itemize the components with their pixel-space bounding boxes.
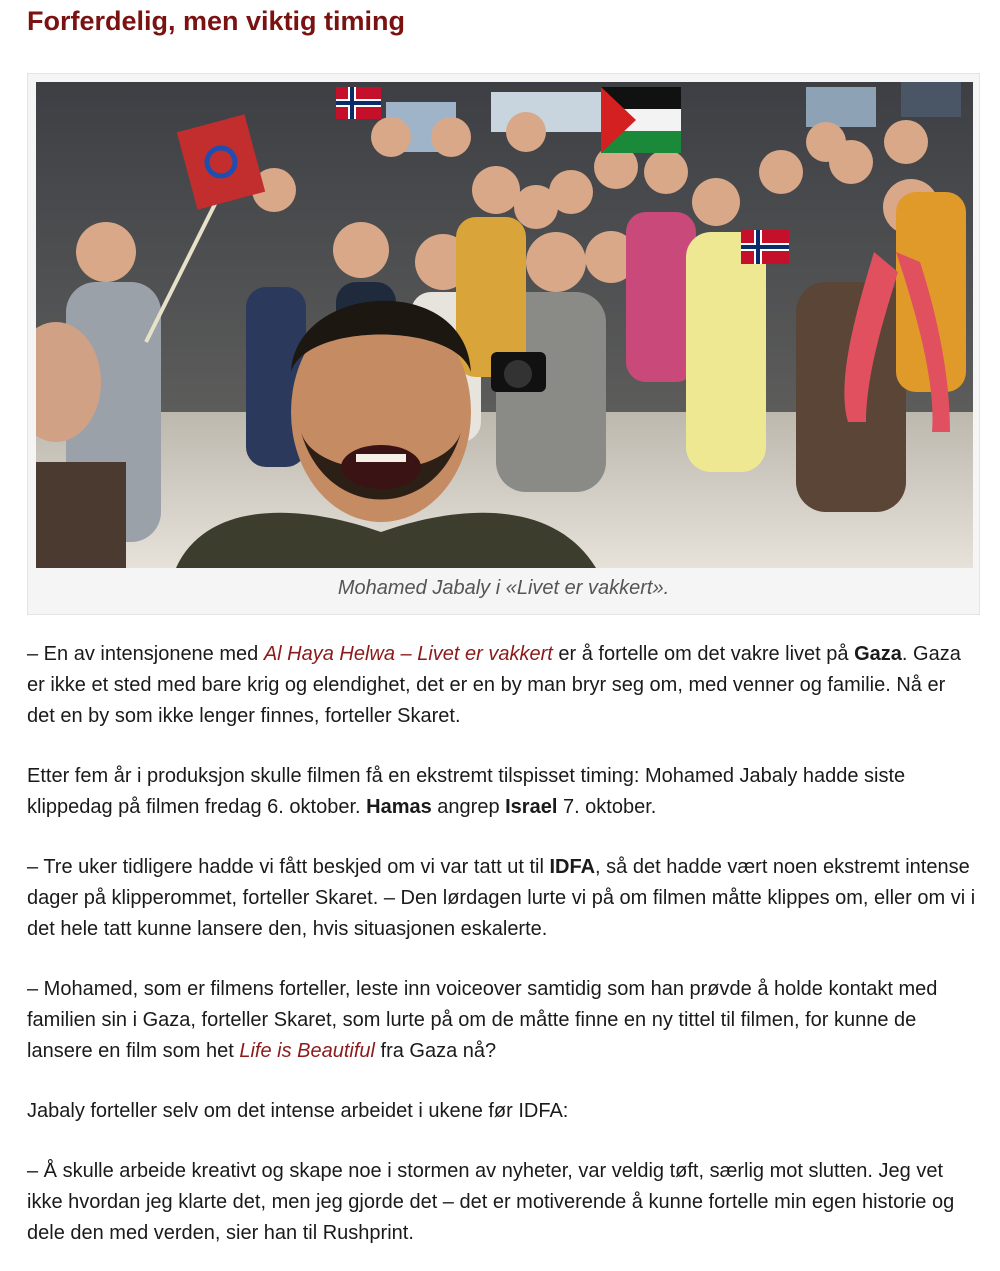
- film-title-link[interactable]: Al Haya Helwa – Livet er vakkert: [263, 643, 553, 665]
- paragraph-text: – Tre uker tidligere hadde vi fått beskjed om vi var tatt ut til: [27, 856, 550, 878]
- paragraph: [27, 1156, 977, 1249]
- paragraph-text: – En av intensjonene med: [27, 643, 264, 665]
- paragraph: [27, 761, 977, 823]
- paragraph: [27, 639, 977, 732]
- paragraph-text: – Mohamed, som er filmens forteller, leste inn voiceover samtidig som han prøvde å holde kontakt med familien sin i Gaza, forteller Skaret, som lurte på om de måtte finne en ny tittel til filmen, for kunne de lansere en film som het: [27, 978, 938, 1062]
- paragraph-text: , så det hadde vært noen ekstremt intense dager på klipperommet, forteller Skaret. – Den lørdagen lurte vi på om filmen måtte klippes om, eller om vi i det hele tatt kunne lansere den, hvis situasjonen eskalerte.: [27, 856, 976, 940]
- article-body: [27, 639, 977, 1249]
- paragraph: [27, 1096, 977, 1127]
- figure-caption: Mohamed Jabaly i «Livet er vakkert».: [337, 577, 670, 599]
- paragraph-text: . Gaza er ikke et sted med bare krig og elendighet, det er en by man bryr seg om, med venner og familie. Nå er det en by som ikke lenger finnes, forteller Skaret.: [27, 643, 961, 727]
- paragraph-text: Etter fem år i produksjon skulle filmen få en ekstremt tilspisset timing: Mohamed Jabaly hadde siste klippedag på filmen fredag 6. oktober.: [27, 765, 906, 818]
- paragraph-text: Jabaly forteller selv om det intense arbeidet i ukene før IDFA:: [27, 1100, 569, 1122]
- bold-keyword: Israel: [505, 796, 558, 818]
- bold-keyword: Gaza: [854, 643, 902, 665]
- paragraph-text: fra Gaza nå?: [374, 1040, 497, 1062]
- article-figure: [27, 73, 980, 615]
- paragraph: [27, 974, 977, 1067]
- film-title-link[interactable]: Life is Beautiful: [239, 1040, 375, 1062]
- paragraph-text: 7. oktober.: [557, 796, 657, 818]
- paragraph: [27, 852, 977, 945]
- paragraph-text: er å fortelle om det vakre livet på: [552, 643, 855, 665]
- section-heading: Forferdelig, men viktig timing: [27, 6, 406, 36]
- bold-keyword: IDFA: [549, 856, 596, 878]
- bold-keyword: Hamas: [366, 796, 432, 818]
- group-selfie-photo: [36, 82, 973, 568]
- paragraph-text: – Å skulle arbeide kreativt og skape noe i stormen av nyheter, var veldig tøft, særlig mot slutten. Jeg vet ikke hvordan jeg klarte det, men jeg gjorde det – det er motiverende å kunne fortelle min egen historie og dele den med verden, sier han til Rushprint.: [27, 1160, 955, 1244]
- paragraph-text: angrep: [431, 796, 506, 818]
